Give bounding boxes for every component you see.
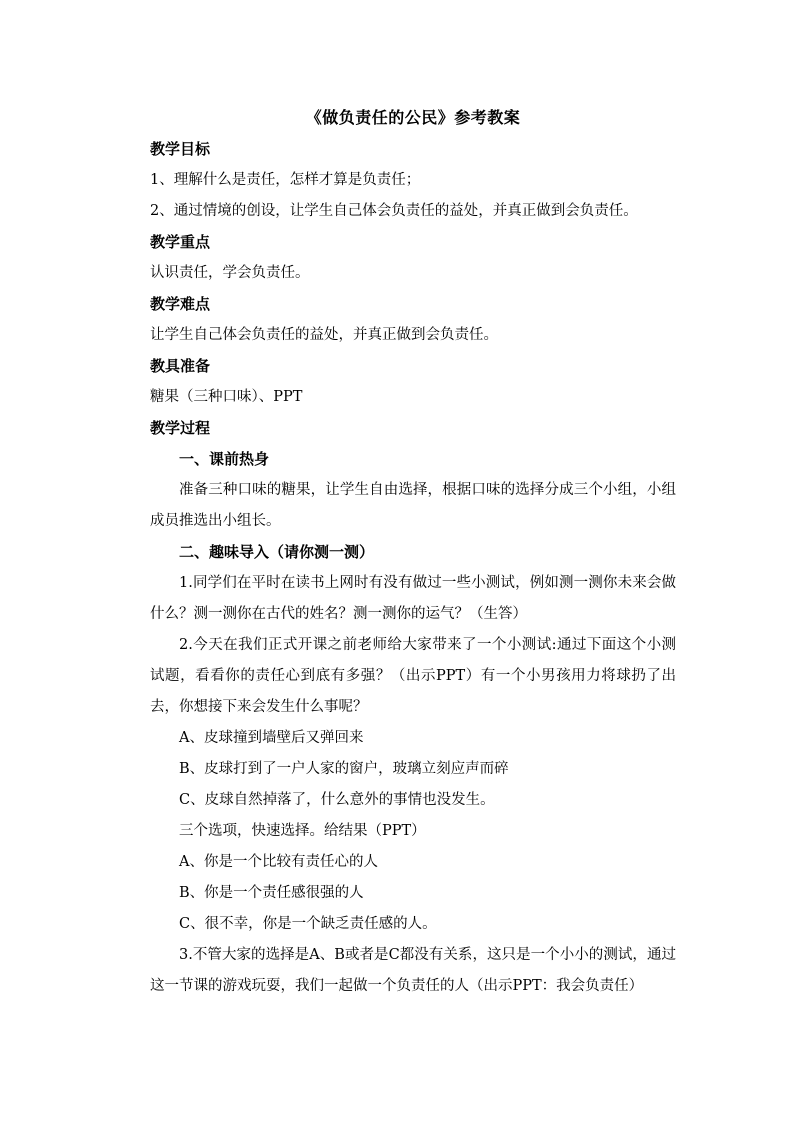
option-b: B、皮球打到了一户人家的窗户，玻璃立刻应声而碎 [179, 761, 509, 777]
option-a: A、皮球撞到墙壁后又弹回来 [179, 730, 364, 746]
document-title: 《做负责任的公民》参考教案 [305, 108, 521, 127]
step-2: 2.今天在我们正式开课之前老师给大家带来了一个小测试:通过下面这个小测试题，看看你的责任心到底有多强？（出示PPT）有一个小男孩用力将球扔了出去，你想接下来会发生什么事呢？ [150, 637, 676, 715]
result-a: A、你是一个比较有责任心的人 [179, 854, 378, 870]
section-1-text: 准备三种口味的糖果，让学生自由选择，根据口味的选择分成三个小组，小组成员推选出小组长。 [150, 482, 676, 529]
step-3: 3.不管大家的选择是A、B或者是C都没有关系，这只是一个小小的测试，通过这一节课的游戏玩耍，我们一起做一个负责任的人（出示PPT：我会负责任） [150, 947, 676, 994]
choose-text: 三个选项，快速选择。给结果（PPT） [179, 823, 426, 839]
section-2-heading: 二、趣味导入（请你测一测） [179, 543, 375, 561]
result-c: C、很不幸，你是一个缺乏责任感的人。 [179, 916, 437, 932]
step-1: 1.同学们在平时在读书上网时有没有做过一些小测试，例如测一测你未来会做什么？测一测你在古代的姓名？测一测你的运气？（生答） [150, 575, 676, 622]
section-1-heading: 一、课前热身 [179, 450, 270, 468]
focus-heading: 教学重点 [150, 233, 211, 251]
process-heading: 教学过程 [150, 419, 211, 437]
difficulty-text: 让学生自己体会负责任的益处，并真正做到会负责任。 [150, 327, 498, 343]
focus-text: 认识责任，学会负责任。 [150, 265, 310, 281]
materials-heading: 教具准备 [150, 357, 211, 375]
option-c: C、皮球自然掉落了，什么意外的事情也没发生。 [179, 792, 495, 808]
goal-1: 1、理解什么是责任，怎样才算是负责任； [150, 172, 421, 188]
document-page [150, 102, 676, 1002]
goal-2: 2、通过情境的创设，让学生自己体会负责任的益处，并真正做到会负责任。 [150, 203, 638, 219]
difficulty-heading: 教学难点 [150, 295, 211, 313]
goals-heading: 教学目标 [150, 140, 211, 158]
materials-text: 糖果（三种口味）、PPT [150, 389, 303, 405]
result-b: B、你是一个责任感很强的人 [179, 885, 364, 901]
